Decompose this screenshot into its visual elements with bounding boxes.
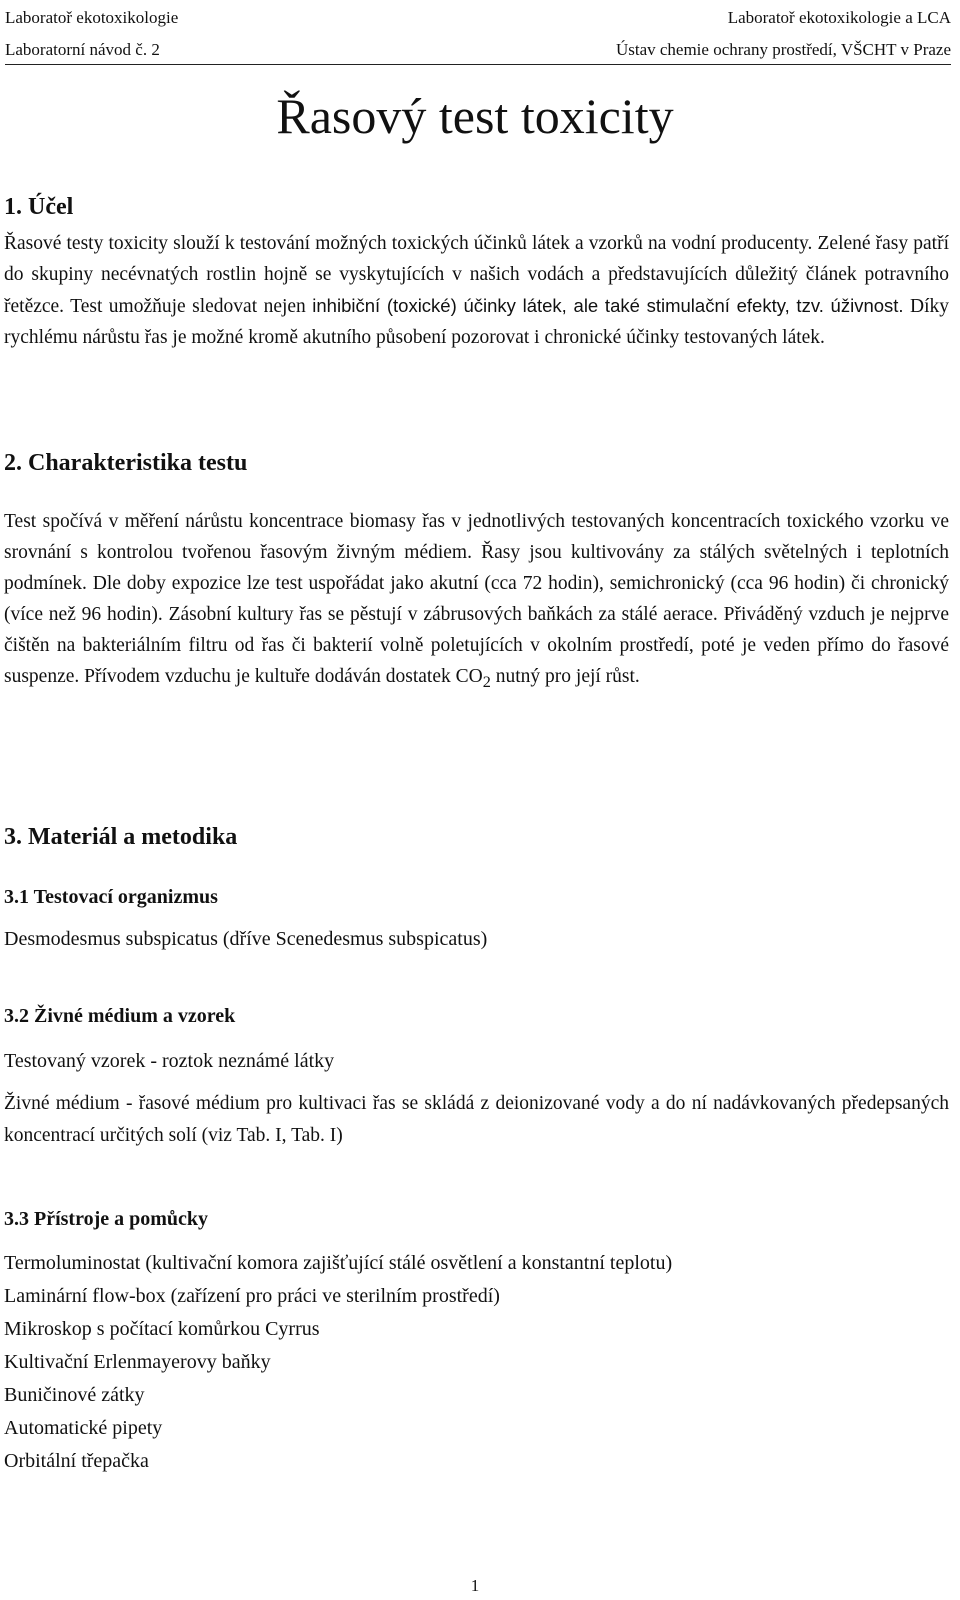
list-item: Orbitální třepačka xyxy=(4,1450,149,1472)
header-institute: Ústav chemie ochrany prostředí, VŠCHT v Praze xyxy=(615,40,951,59)
header-left xyxy=(5,2,178,66)
header-lab-name: Laboratoř ekotoxikologie xyxy=(5,8,179,27)
section-1-text-b: inhibiční (toxické) účinky látek, ale také stimulační efekty, tzv. úživnost. xyxy=(312,295,904,316)
section-3-1-heading: 3.1 Testovací organizmus xyxy=(4,886,218,908)
section-3-2-heading: 3.2 Živné médium a vzorek xyxy=(4,1005,236,1027)
list-item: Kultivační Erlenmayerovy baňky xyxy=(4,1351,271,1373)
section-2-text: Test spočívá v měření nárůstu koncentrace biomasy řas v jednotlivých testovaných koncentracích toxického vzorku ve srovnání s kontrolou tvořenou řasovým živným médiem. Řasy jsou kultivovány za stálých světelných i teplotních podmínek. Dle doby expozice lze test uspořádat jako akutní (cca 72 hodin), semichronický (cca 96 hodin) či chronický (více než 96 hodin). Zásobní kultury řas se pěstují v zábrusových baňkách za stálé aerace. Přiváděný vzduch je nejprve čištěn na bakteriálním filtru od řas či bakterií volně poletujících v okolním prostředí, poté je veden přímo do řasové suspenze. Přívodem vzduchu je kultuře dodáván dostatek $CO_2$ nutný pro její růst. xyxy=(4,511,949,691)
page-title: Řasový test toxicity xyxy=(276,88,674,144)
section-3-2-text-1: Testovaný vzorek - roztok neznámé látky xyxy=(4,1050,335,1072)
section-2-heading: 2. Charakteristika testu xyxy=(4,450,248,476)
section-3-heading: 3. Materiál a metodika xyxy=(4,824,238,850)
section-3-2-text-2: Živné médium - řasové médium pro kultivaci řas se skládá z deionizované vody a do ní nadávkovaných předepsaných koncentrací určitých solí (viz Tab. I, Tab. I) xyxy=(4,1093,949,1146)
list-item: Buničinové zátky xyxy=(4,1384,145,1406)
list-item: Mikroskop s počítací komůrkou Cyrrus xyxy=(4,1318,320,1340)
list-item: Laminární flow-box (zařízení pro práci ve sterilním prostředí) xyxy=(4,1285,500,1307)
list-item: Automatické pipety xyxy=(4,1417,163,1439)
co2-subscript: 2 xyxy=(482,672,491,691)
section-1-text-c: Díky rychlému nárůstu řas je možné kromě akutního působení pozorovat i chronické účinky testovaných látek. xyxy=(4,296,950,348)
header-manual-number: Laboratorní návod č. 2 xyxy=(5,40,160,59)
section-1-text xyxy=(4,228,949,353)
section-1-heading: 1. Účel xyxy=(4,194,74,220)
section-3-3-heading: 3.3 Přístroje a pomůcky xyxy=(4,1208,209,1230)
header-lab-lca: Laboratoř ekotoxikologie a LCA xyxy=(727,8,951,27)
page-header xyxy=(5,0,951,65)
section-1-text-a: Řasové testy toxicity slouží k testování možných toxických účinků látek a vzorků na vodní producenty. Zelené řasy patří do skupiny necévnatých rostlin hojně se vyskytujících v našich vodách a představujících důležitý článek potravního řetězce. Test umožňuje sledovat nejen xyxy=(4,233,949,317)
header-right xyxy=(616,2,951,66)
list-item: Termoluminostat (kultivační komora zajišťující stálé osvětlení a konstantní teplotu) xyxy=(4,1252,673,1274)
page-number: 1 xyxy=(470,1576,480,1595)
section-3-1-text: Desmodesmus subspicatus (dříve Scenedesmus subspicatus) xyxy=(4,928,488,950)
